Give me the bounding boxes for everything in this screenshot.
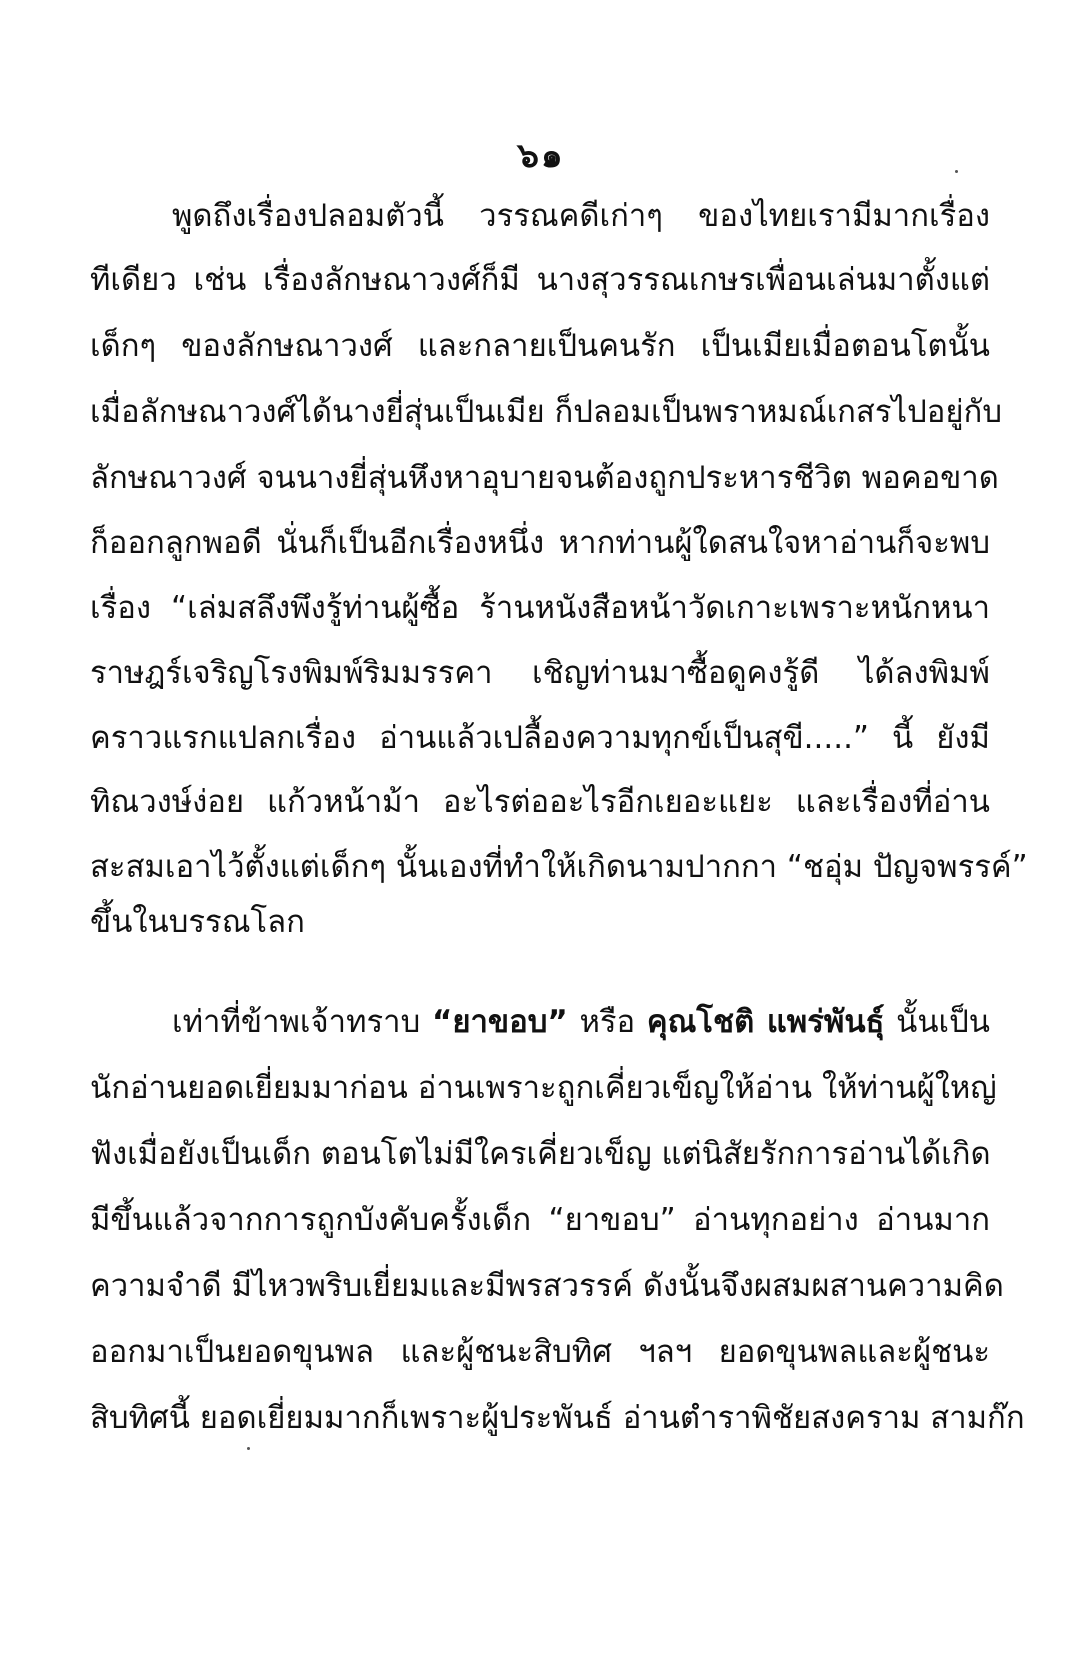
paragraph-1-line-5: ลักษณาวงศ์ จนนางยี่สุ่นหึงหาอุบายจนต้องถูกประหารชีวิต พอคอขาด xyxy=(90,460,999,496)
page-number: ๖๑ xyxy=(517,136,565,176)
paragraph-1-line-2: ทีเดียว เช่น เรื่องลักษณาวงศ์ก็มี นางสุวรรณเกษรเพื่อนเล่นมาตั้งแต่ xyxy=(90,262,990,298)
paragraph-2-line-1-mid: หรือ xyxy=(567,1004,647,1040)
paragraph-2-line-7: สิบทิศนี้ ยอดเยี่ยมมากก็เพราะผู้ประพันธ์ อ่านตำราพิชัยสงคราม สามก๊ก xyxy=(90,1400,1025,1436)
paragraph-1-line-11: สะสมเอาไว้ตั้งแต่เด็กๆ นั้นเองที่ทำให้เกิดนามปากกา “ชอุ่ม ปัญจพรรค์” xyxy=(90,849,1028,885)
paragraph-2-line-4: มีขึ้นแล้วจากการถูกบังคับครั้งเด็ก “ยาขอบ” อ่านทุกอย่าง อ่านมาก xyxy=(90,1202,990,1238)
paragraph-1-line-10: ทิณวงษ์ง่อย แก้วหน้าม้า อะไรต่ออะไรอีกเยอะแยะ และเรื่องที่อ่าน xyxy=(90,784,990,820)
paragraph-2-line-1-post: นั้นเป็น xyxy=(884,1004,990,1040)
paragraph-1-line-1: พูดถึงเรื่องปลอมตัวนี้ วรรณคดีเก่าๆ ของไทยเรามีมากเรื่อง xyxy=(172,198,990,234)
paragraph-1-line-12: ขึ้นในบรรณโลก xyxy=(90,904,305,940)
paragraph-1-line-8: ราษฎร์เจริญโรงพิมพ์ริมมรรคา เชิญท่านมาซื้อดูคงรู้ดี ได้ลงพิมพ์ xyxy=(90,655,990,691)
paragraph-2-line-2: นักอ่านยอดเยี่ยมมาก่อน อ่านเพราะถูกเคี่ยวเข็ญให้อ่าน ให้ท่านผู้ใหญ่ xyxy=(90,1070,997,1106)
scan-speck xyxy=(247,1447,250,1450)
paragraph-2-line-6: ออกมาเป็นยอดขุนพล และผู้ชนะสิบทิศ ฯลฯ ยอดขุนพลและผู้ชนะ xyxy=(90,1334,990,1370)
scan-speck xyxy=(955,170,958,173)
author-name: คุณโชติ แพร่พันธุ์ xyxy=(646,1004,885,1040)
paragraph-2-line-1-pre: เท่าที่ข้าพเจ้าทราบ xyxy=(172,1004,432,1040)
paragraph-1-line-9: คราวแรกแปลกเรื่อง อ่านแล้วเปลื้องความทุกข์เป็นสุขี.....” นี้ ยังมี xyxy=(90,720,990,756)
paragraph-1-line-3: เด็กๆ ของลักษณาวงศ์ และกลายเป็นคนรัก เป็นเมียเมื่อตอนโตนั้น xyxy=(90,328,990,364)
paragraph-2-line-5: ความจำดี มีไหวพริบเยี่ยมและมีพรสวรรค์ ดังนั้นจึงผสมผสานความคิด xyxy=(90,1268,1004,1304)
paragraph-1-line-7: เรื่อง “เล่มสลึงพึงรู้ท่านผู้ซื้อ ร้านหนังสือหน้าวัดเกาะเพราะหนักหนา xyxy=(90,590,990,626)
paragraph-1-line-4: เมื่อลักษณาวงศ์ได้นางยี่สุ่นเป็นเมีย ก็ปลอมเป็นพราหมณ์เกสรไปอยู่กับ xyxy=(90,394,1003,430)
paragraph-2-line-3: ฟังเมื่อยังเป็นเด็ก ตอนโตไม่มีใครเคี่ยวเข็ญ แต่นิสัยรักการอ่านได้เกิด xyxy=(90,1136,991,1172)
pen-name-yakhop: “ยาขอบ” xyxy=(431,1004,568,1040)
paragraph-2-line-1 xyxy=(90,992,990,1052)
paragraph-1-line-6: ก็ออกลูกพอดี นั่นก็เป็นอีกเรื่องหนึ่ง หากท่านผู้ใดสนใจหาอ่านก็จะพบ xyxy=(90,525,990,561)
